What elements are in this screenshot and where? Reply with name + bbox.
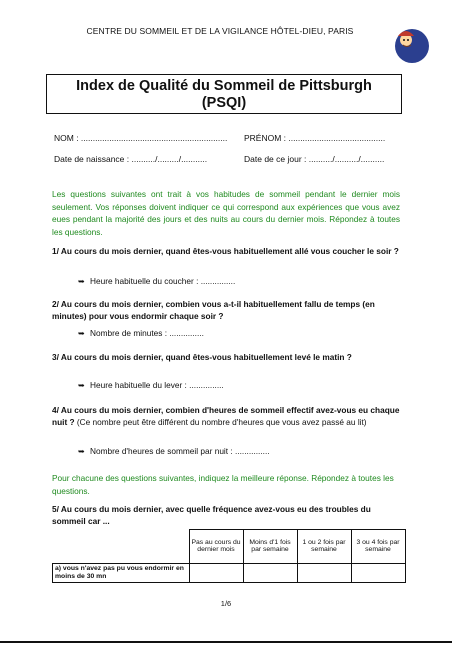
question-4	[52, 404, 402, 428]
logo-icon	[386, 18, 432, 64]
row-label: a) vous n'avez pas pu vous endormir en moins de 30 mn	[53, 563, 190, 582]
today-date-field[interactable]: Date de ce jour : ........../........../..........	[244, 154, 385, 164]
title-abbrev: (PSQI)	[201, 95, 247, 111]
column-header: Moins d'1 fois par semaine	[243, 530, 297, 564]
intro-paragraph: Les questions suivantes ont trait à vos habitudes de sommeil pendant le dernier mois seulement. Vos réponses doivent indiquer ce qui correspond aux expériences que vous avez eues pendant la majorité des jours et des nuits au cours du dernier mois. Répondez à toutes les questions.	[52, 189, 400, 237]
answer-cell[interactable]	[351, 563, 405, 582]
column-header: 1 ou 2 fois par semaine	[297, 530, 351, 564]
bottom-divider	[0, 641, 452, 643]
answer-1-label: Heure habituelle du coucher : ...............	[90, 276, 236, 286]
title-line: Index de Qualité du Sommeil de Pittsburgh	[76, 78, 372, 94]
right-arrow-icon: ➥	[78, 277, 85, 286]
answer-4-label: Nombre d'heures de sommeil par nuit : ...............	[90, 446, 270, 456]
answer-3-label: Heure habituelle du lever : ...............	[90, 380, 224, 390]
nom-field[interactable]: NOM : ..............................................................	[54, 133, 228, 143]
frequency-table	[52, 529, 406, 583]
title-box	[46, 74, 402, 114]
answer-3[interactable]	[78, 380, 224, 390]
right-arrow-icon: ➥	[78, 329, 85, 338]
table-empty-corner	[53, 530, 190, 564]
answer-2[interactable]	[78, 328, 204, 338]
institution-header: CENTRE DU SOMMEIL ET DE LA VIGILANCE HÔTEL-DIEU, PARIS	[86, 26, 354, 36]
question-1	[52, 245, 402, 257]
question-1-text: 1/ Au cours du mois dernier, quand êtes-vous habituellement allé vous coucher le soir ?	[52, 246, 399, 256]
answer-1[interactable]	[78, 276, 235, 286]
answer-cell[interactable]	[297, 563, 351, 582]
question-3	[52, 351, 402, 363]
right-arrow-icon: ➥	[78, 447, 85, 456]
question-4-text: 4/ Au cours du mois dernier, combien d'heures de sommeil effectif avez-vous eu chaque nuit ?	[52, 405, 400, 427]
question-2-text: 2/ Au cours du mois dernier, combien vous a-t-il habituellement fallu de temps (en minutes) pour vous endormir chaque soir ?	[52, 299, 375, 321]
question-5-text: 5/ Au cours du mois dernier, avec quelle fréquence avez-vous eu des troubles du sommeil car ...	[52, 504, 371, 526]
answer-cell[interactable]	[243, 563, 297, 582]
table-row	[53, 563, 406, 582]
question-4-note: (Ce nombre peut être différent du nombre d'heures que vous avez passé au lit)	[74, 417, 367, 427]
table-header-row	[53, 530, 406, 564]
answer-cell[interactable]	[189, 563, 243, 582]
column-header: Pas au cours du dernier mois	[189, 530, 243, 564]
prenom-field[interactable]: PRÉNOM : .........................................	[244, 133, 386, 143]
question-5	[52, 503, 402, 527]
right-arrow-icon: ➥	[78, 381, 85, 390]
question-3-text: 3/ Au cours du mois dernier, quand êtes-vous habituellement levé le matin ?	[52, 352, 352, 362]
question-2	[52, 298, 402, 322]
column-header: 3 ou 4 fois par semaine	[351, 530, 405, 564]
answer-2-label: Nombre de minutes : ...............	[90, 328, 204, 338]
page-number: 1/6	[220, 599, 232, 608]
answer-4[interactable]	[78, 446, 270, 456]
birthdate-field[interactable]: Date de naissance : ........../........./...........	[54, 154, 208, 164]
instruction-paragraph: Pour chacune des questions suivantes, indiquez la meilleure réponse. Répondez à toutes les questions.	[52, 473, 394, 496]
